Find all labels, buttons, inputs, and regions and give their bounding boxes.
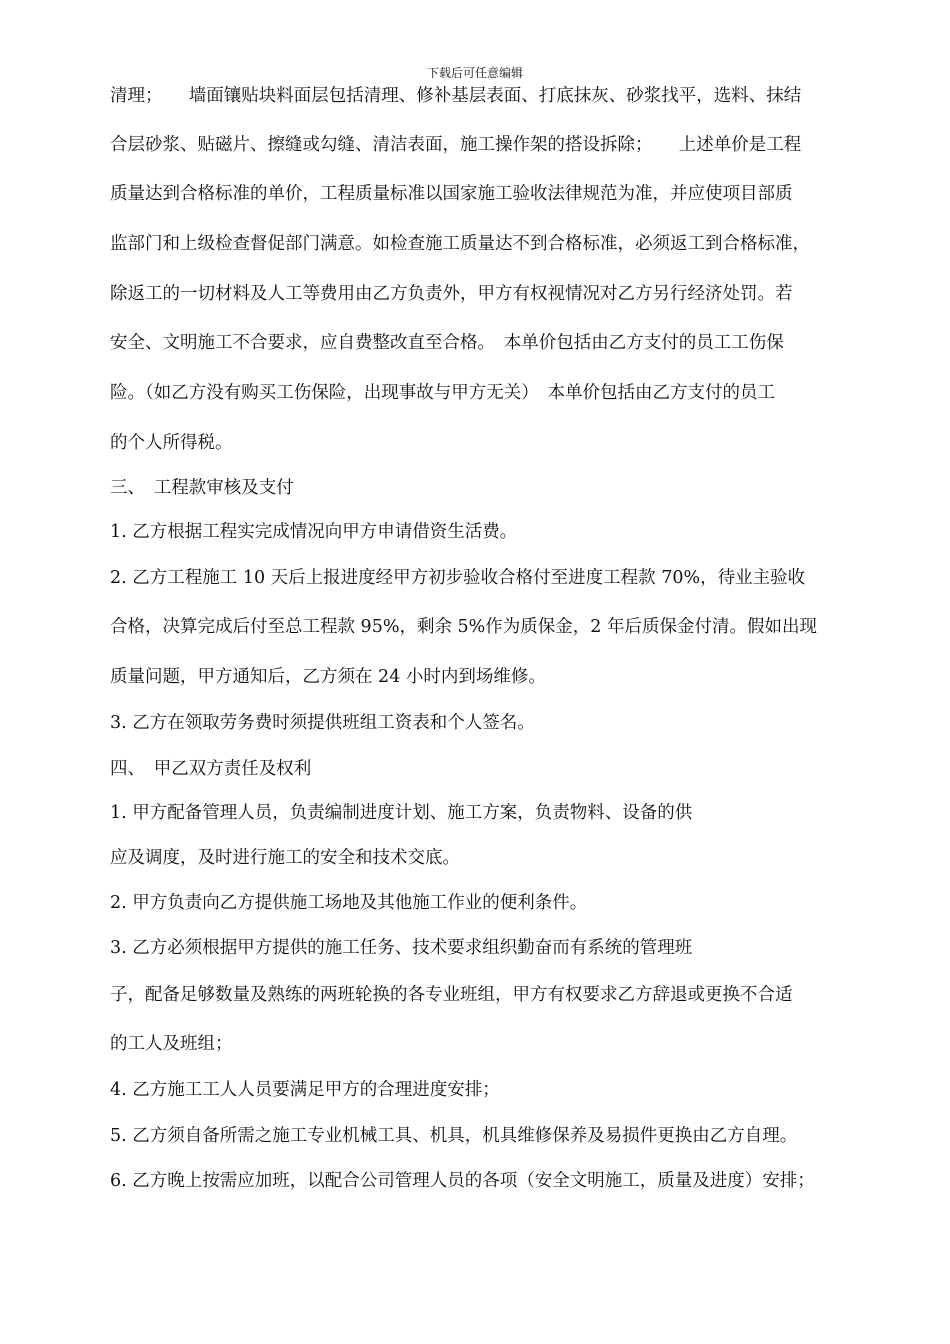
text-line: 监部门和上级检查督促部门满意。如检查施工质量达不到合格标准，必须返工到合格标准， <box>110 234 810 254</box>
list-item: 4. 乙方施工工人人员要满足甲方的合理进度安排； <box>110 1080 500 1100</box>
text-line: 险。（如乙方没有购买工伤保险，出现事故与甲方无关） 本单价包括由乙方支付的员工 <box>110 383 775 403</box>
text-line: 除返工的一切材料及人工等费用由乙方负责外，甲方有权视情况对乙方另行经济处罚。若 <box>110 284 793 304</box>
text-line: 应及调度，及时进行施工的安全和技术交底。 <box>110 848 460 868</box>
text-line: 的工人及班组； <box>110 1034 233 1054</box>
list-item: 6. 乙方晚上按需应加班，以配合公司管理人员的各项（安全文明施工，质量及进度）安排； <box>110 1171 815 1191</box>
list-item: 5. 乙方须自备所需之施工专业机械工具、机具，机具维修保养及易损件更换由乙方自理。 <box>110 1126 798 1146</box>
list-item: 1. 乙方根据工程实完成情况向甲方申请借资生活费。 <box>110 522 518 542</box>
list-item: 2. 乙方工程施工 10 天后上报进度经甲方初步验收合格付至进度工程款 70%，待业主验收 <box>110 568 806 588</box>
text-line: 质量达到合格标准的单价，工程质量标准以国家施工验收法律规范为准，并应使项目部质 <box>110 184 793 204</box>
page-header: 下载后可任意编辑 <box>426 66 523 80</box>
section-heading: 三、 工程款审核及支付 <box>110 478 294 498</box>
list-item: 2. 甲方负责向乙方提供施工场地及其他施工作业的便利条件。 <box>110 893 588 913</box>
section-heading: 四、 甲乙双方责任及权利 <box>110 759 312 779</box>
text-line: 质量问题，甲方通知后，乙方须在 24 小时内到场维修。 <box>110 667 546 687</box>
text-line: 安全、文明施工不合要求，应自费整改直至合格。 本单价包括由乙方支付的员工工伤保 <box>110 333 784 353</box>
text-line: 合层砂浆、贴磁片、擦缝或勾缝、清洁表面，施工操作架的搭设拆除； 上述单价是工程 <box>110 135 802 155</box>
list-item: 3. 乙方必须根据甲方提供的施工任务、技术要求组织勤奋而有系统的管理班 <box>110 938 693 958</box>
list-item: 3. 乙方在领取劳务费时须提供班组工资表和个人签名。 <box>110 713 535 733</box>
text-line: 清理； 墙面镶贴块料面层包括清理、修补基层表面、打底抹灰、砂浆找平，选料、抹结 <box>110 86 802 106</box>
text-line: 子，配备足够数量及熟练的两班轮换的各专业班组，甲方有权要求乙方辞退或更换不合适 <box>110 985 793 1005</box>
text-line: 合格，决算完成后付至总工程款 95%，剩余 5%作为质保金，2 年后质保金付清。假如出现 <box>110 617 817 637</box>
list-item: 1. 甲方配备管理人员，负责编制进度计划、施工方案，负责物料、设备的供 <box>110 803 693 823</box>
text-line: 的个人所得税。 <box>110 433 233 453</box>
